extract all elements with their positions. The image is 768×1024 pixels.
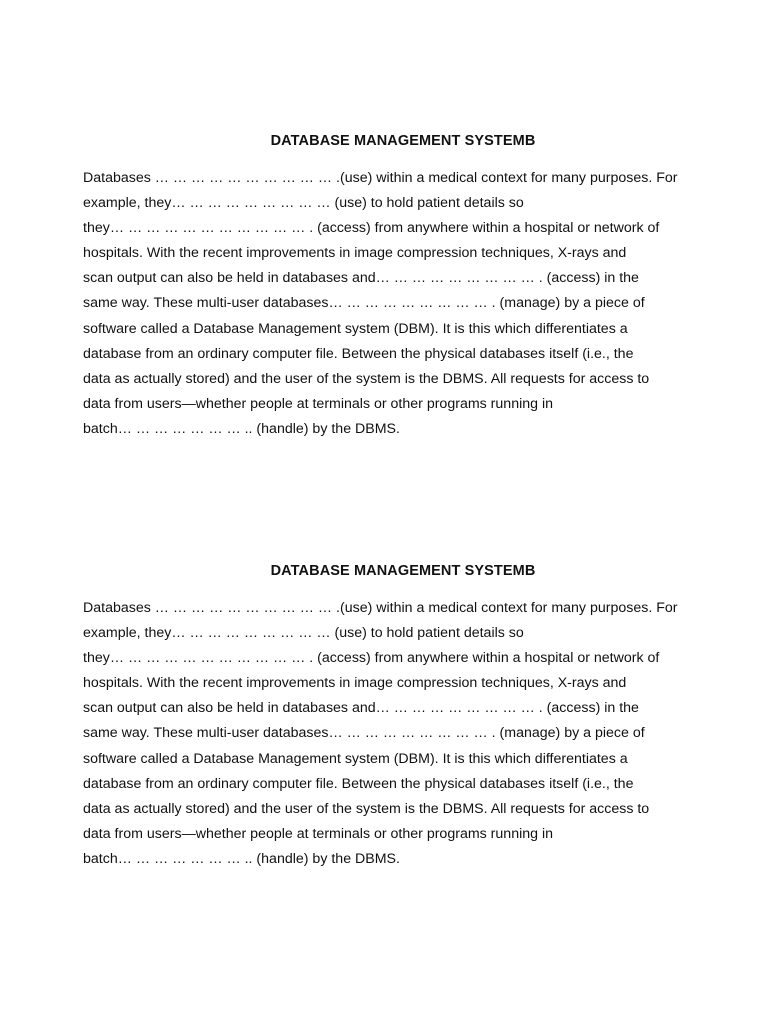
paragraph-line: database from an ordinary computer file. Between the physical databases itself (i.e., the [83,775,634,792]
paragraph-line: Databases … … … … … … … … … … .(use) within a medical context for many purposes. For [83,600,678,616]
paragraph-line: batch… … … … … … … .. (handle) by the DBMS. [83,850,400,867]
paragraph-line: data as actually stored) and the user of the system is the DBMS. All requests for access to [83,800,650,817]
paragraph-line: scan output can also be held in databases and… … … … … … … … … . (access) in the [83,270,639,287]
paragraph-line: database from an ordinary computer file. Between the physical databases itself (i.e., the [83,345,634,362]
exercise-section-2 [83,559,723,872]
paragraph-line: they… … … … … … … … … … … . (access) from anywhere within a hospital or network of [83,220,660,237]
paragraph-line: same way. These multi-user databases… … … … … … … … … . (manage) by a piece of [83,295,645,312]
paragraph-line: Databases … … … … … … … … … … .(use) within a medical context for many purposes. For [83,170,678,186]
paragraph-line: example, they… … … … … … … … … (use) to hold patient details so [83,195,524,212]
paragraph-line: hospitals. With the recent improvements in image compression techniques, X-rays and [83,675,627,692]
paragraph-line: data from users—whether people at terminals or other programs running in [83,395,553,412]
paragraph-line: same way. These multi-user databases… … … … … … … … … . (manage) by a piece of [83,725,645,742]
section-title: DATABASE MANAGEMENT SYSTEMB [270,563,536,579]
paragraph-line: hospitals. With the recent improvements in image compression techniques, X-rays and [83,245,627,262]
paragraph-line: data as actually stored) and the user of the system is the DBMS. All requests for access to [83,370,650,387]
paragraph-line: data from users—whether people at terminals or other programs running in [83,825,553,842]
paragraph-line: batch… … … … … … … .. (handle) by the DBMS. [83,420,400,437]
paragraph-line: example, they… … … … … … … … … (use) to hold patient details so [83,625,524,642]
paragraph-line: software called a Database Management system (DBM). It is this which differentiates a [83,320,628,337]
section-title: DATABASE MANAGEMENT SYSTEMB [270,133,536,149]
paragraph-line: scan output can also be held in databases and… … … … … … … … … . (access) in the [83,700,639,717]
paragraph-line: they… … … … … … … … … … … . (access) from anywhere within a hospital or network of [83,650,660,667]
exercise-paragraph [83,166,723,442]
paragraph-line: software called a Database Management system (DBM). It is this which differentiates a [83,750,628,767]
exercise-section-1 [83,129,723,442]
exercise-paragraph [83,596,723,872]
